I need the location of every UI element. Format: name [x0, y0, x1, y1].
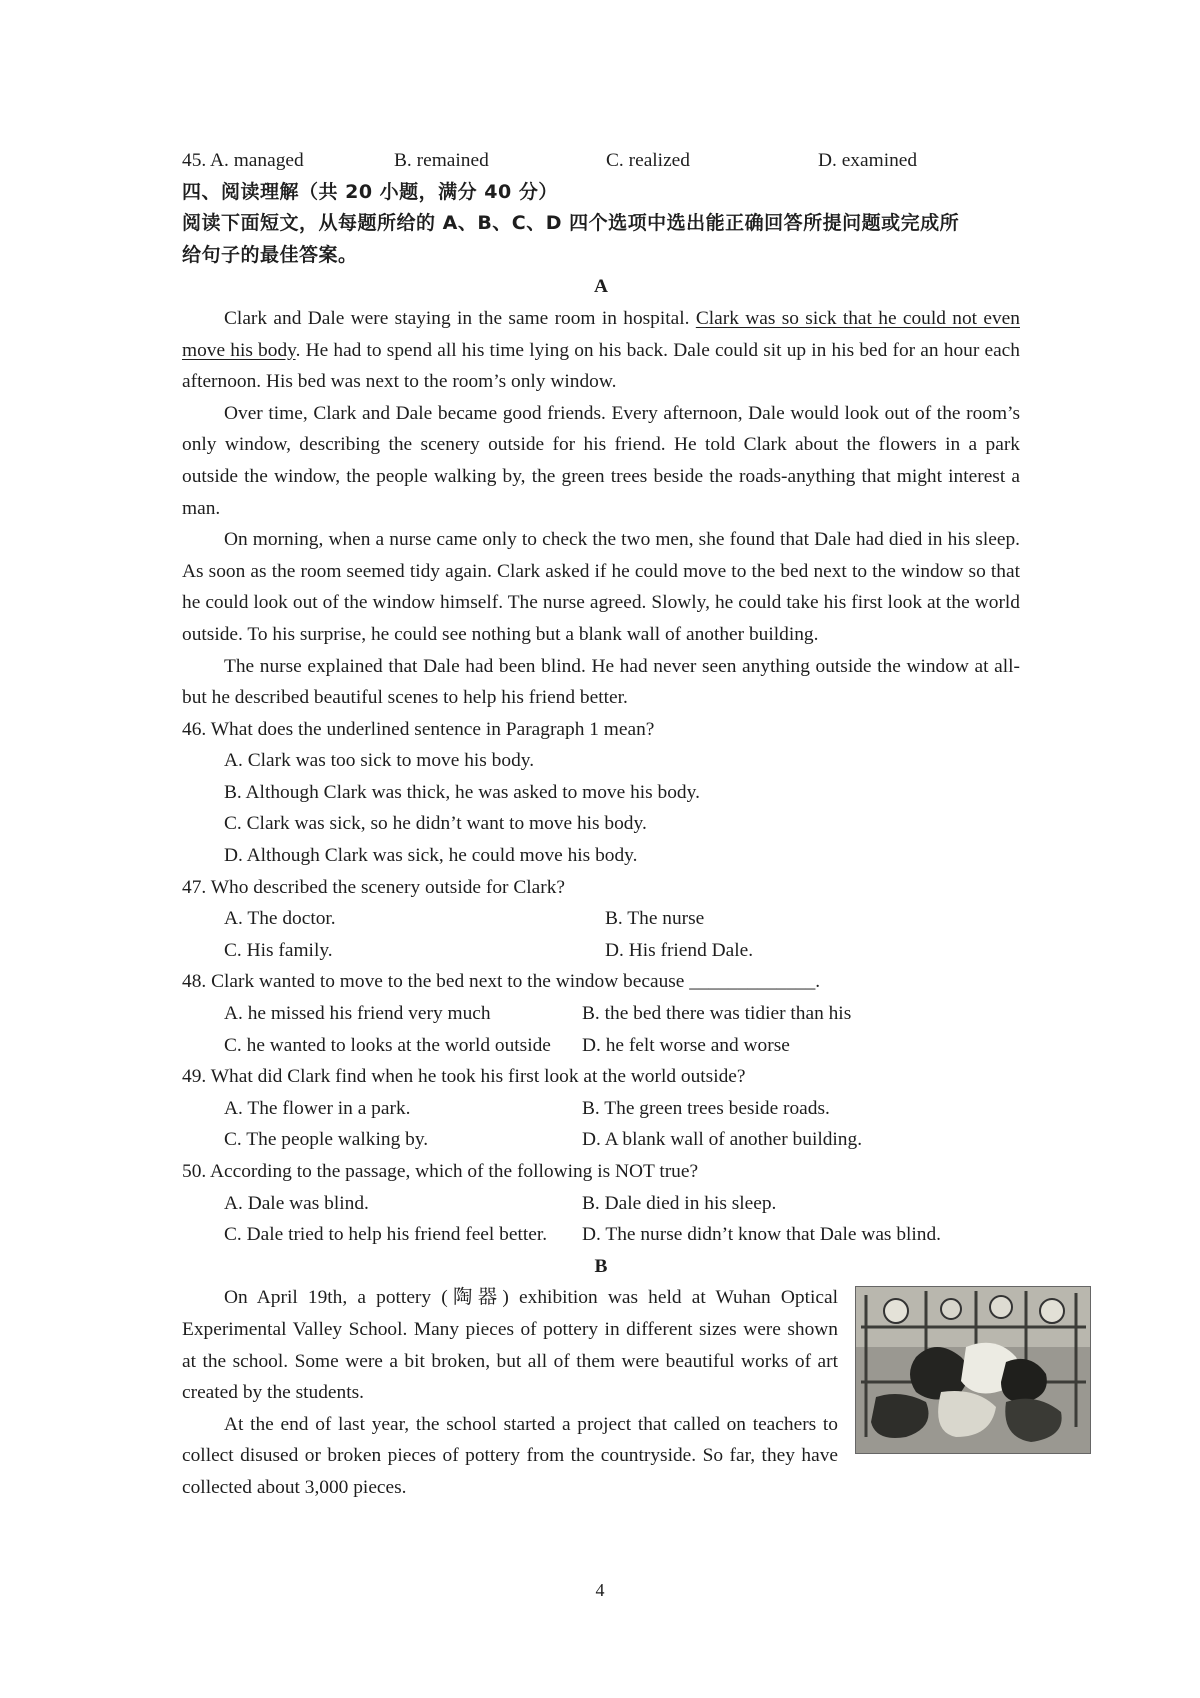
option-a: A. Clark was too sick to move his body.: [224, 750, 535, 772]
option-d: D. Although Clark was sick, he could move his body.: [224, 845, 638, 867]
underlined-sentence: Clark was so sick that he could not even move his body: [182, 307, 1020, 361]
option-a: A. The flower in a park.: [224, 1097, 411, 1119]
option-c: C. Clark was sick, so he didn’t want to move his body.: [224, 813, 647, 835]
pottery-photo-image: [856, 1287, 1090, 1453]
question-stem: 48. Clark wanted to move to the bed next to the window because _____________.: [182, 971, 821, 993]
option-a: A. he missed his friend very much: [224, 1003, 491, 1025]
option-c: C. The people walking by.: [224, 1129, 429, 1151]
page-content: [182, 145, 1020, 1504]
option-d: D. A blank wall of another building.: [582, 1129, 863, 1151]
options-row-2: [182, 1124, 1020, 1156]
question-49: [182, 1061, 1020, 1156]
options-row-1: [182, 903, 1020, 935]
option-a: A. Dale was blind.: [224, 1192, 369, 1214]
options-row-2: [182, 1030, 1020, 1062]
question-stem: 46. What does the underlined sentence in Paragraph 1 mean?: [182, 718, 655, 740]
q45-option-b: B. remained: [394, 150, 489, 171]
question-stem: 47. Who described the scenery outside for Clark?: [182, 876, 566, 898]
option-b: B. The green trees beside roads.: [582, 1097, 830, 1119]
option-c: C. His family.: [224, 939, 333, 961]
q45-option-d: D. examined: [818, 150, 918, 171]
section-instruction-2: 给句子的最佳答案。: [182, 243, 358, 266]
options-row-1: [182, 998, 1020, 1030]
options-row-1: [182, 1093, 1020, 1125]
option-b: B. Dale died in his sleep.: [582, 1192, 777, 1214]
question-stem: 49. What did Clark find when he took his first look at the world outside?: [182, 1066, 746, 1088]
option-b: B. The nurse: [605, 908, 705, 930]
options-row-2: [182, 935, 1020, 967]
options-row-2: [182, 1219, 1020, 1251]
option-c: C. Dale tried to help his friend feel better.: [224, 1224, 548, 1246]
passage-b: [182, 1282, 1020, 1503]
option-b: B. the bed there was tidier than his: [582, 1003, 852, 1025]
option-d: D. His friend Dale.: [605, 939, 754, 961]
option-c: C. he wanted to looks at the world outside: [224, 1034, 551, 1056]
passage-a-paragraph-2: Over time, Clark and Dale became good friends. Every afternoon, Dale would look out of the room’s only window, describing the scenery outside for his friend. He told Clark about the flowers in a park outside the window, the people walking by, the green trees beside the roads-anything that might interest a man.: [182, 402, 1020, 519]
question-47: [182, 872, 1020, 967]
question-48: [182, 966, 1020, 1061]
option-d: D. he felt worse and worse: [582, 1034, 790, 1056]
q45-option-a: 45. A. managed: [182, 150, 304, 171]
q45-options: [182, 145, 1020, 177]
passage-b-paragraph-2: At the end of last year, the school started a project that called on teachers to collect disused or broken pieces of pottery from the countryside. So far, they have collected about 3,000 pieces.: [182, 1413, 838, 1498]
section-title: 四、阅读理解（共 20 小题，满分 40 分）: [182, 180, 558, 203]
passage-a-paragraph-1: [182, 303, 1020, 398]
passage-a-paragraph-3: On morning, when a nurse came only to check the two men, she found that Dale had died in his sleep. As soon as the room seemed tidy again. Clark asked if he could move to the bed next to the window so that he could look out of the window himself. The nurse agreed. Slowly, he could take his first look at the world outside. To his surprise, he could see nothing but a blank wall of another building.: [182, 529, 1020, 645]
option-b: B. Although Clark was thick, he was asked to move his body.: [224, 781, 700, 803]
question-50: [182, 1156, 1020, 1251]
p1-text-end: . He had to spend all his time lying on his back. Dale could sit up in his bed for an hour each afternoon. His bed was next to the room’s only window.: [182, 339, 1020, 393]
p1-text-start: Clark and Dale were staying in the same room in hospital.: [224, 307, 696, 329]
passage-b-heading: B: [594, 1255, 608, 1277]
passage-a-paragraph-4: The nurse explained that Dale had been blind. He had never seen anything outside the window at all-but he described beautiful scenes to help his friend better.: [182, 655, 1020, 709]
passage-b-text: [182, 1282, 838, 1503]
section-instruction-1: 阅读下面短文，从每题所给的 A、B、C、D 四个选项中选出能正确回答所提问题或完成所: [182, 212, 960, 235]
passage-a-heading: A: [593, 276, 608, 298]
question-46: [182, 714, 1020, 872]
q45-option-c: C. realized: [606, 150, 690, 171]
passage-b-paragraph-1: On April 19th, a pottery (陶器) exhibition was held at Wuhan Optical Experimental Valley School. Many pieces of pottery in different sizes were shown at the school. Some were a bit broken, but all of them were beautiful works of art created by the students.: [182, 1287, 838, 1404]
page-number: 4: [595, 1580, 605, 1600]
option-d: D. The nurse didn’t know that Dale was blind.: [582, 1224, 942, 1246]
options-row-1: [182, 1188, 1020, 1220]
option-a: A. The doctor.: [224, 908, 336, 930]
question-stem: 50. According to the passage, which of the following is NOT true?: [182, 1161, 699, 1182]
pottery-photo: [855, 1286, 1091, 1454]
